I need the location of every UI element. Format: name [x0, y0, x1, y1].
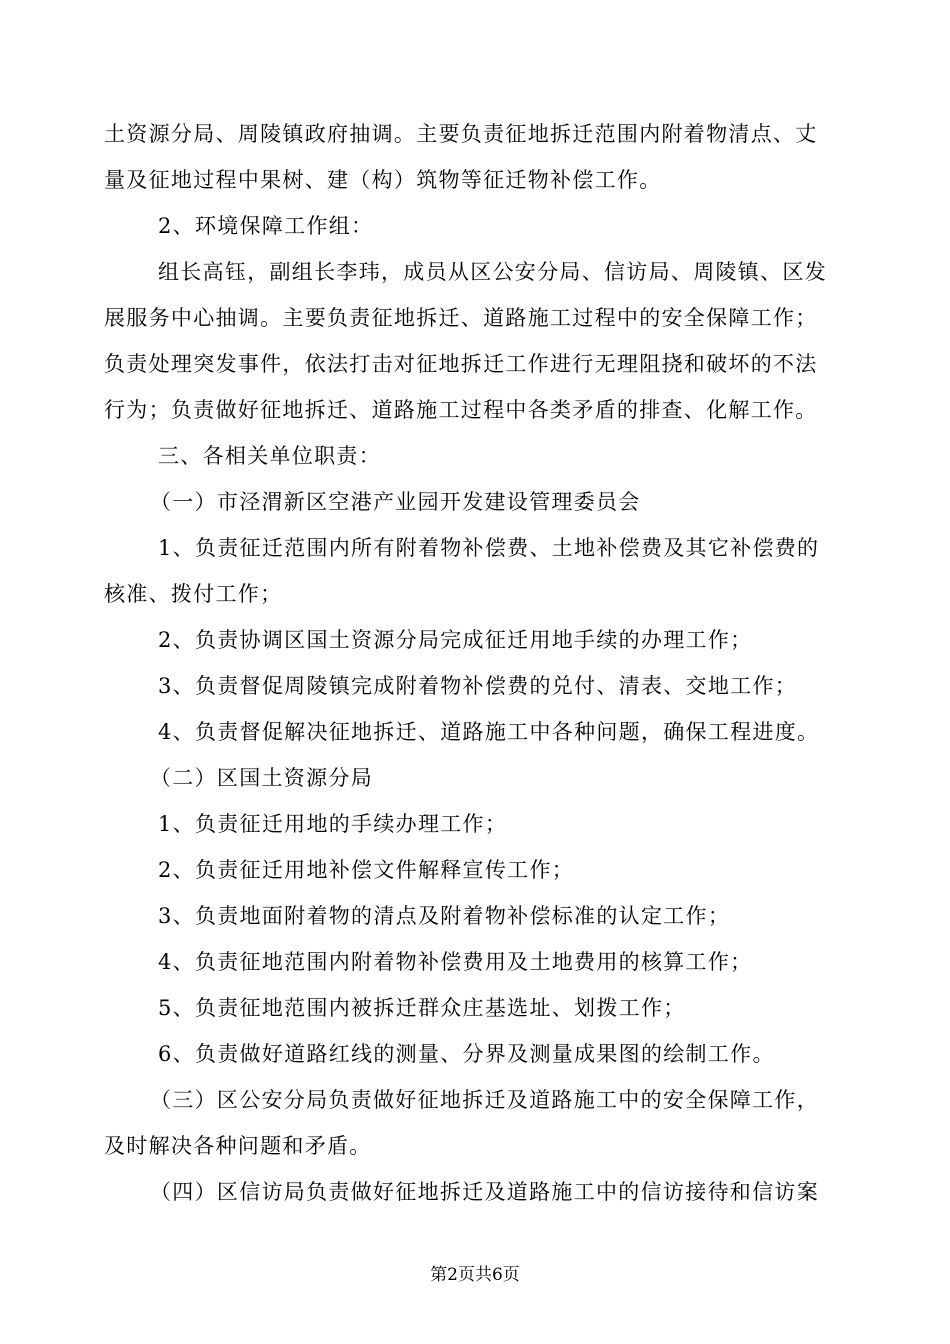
- text-line: 2、负责协调区国土资源分局完成征迁用地手续的办理工作；: [158, 628, 753, 652]
- text-line: 3、负责地面附着物的清点及附着物补偿标准的认定工作；: [158, 904, 731, 928]
- text-line: 4、负责征地范围内附着物补偿费用及土地费用的核算工作；: [158, 950, 753, 974]
- section-heading: 三、各相关单位职责：: [158, 444, 381, 468]
- text-line: 5、负责征地范围内被拆迁群众庄基选址、划拨工作；: [158, 996, 686, 1020]
- text-line: 1、负责征迁用地的手续办理工作；: [158, 812, 508, 836]
- text-line: 4、负责督促解决征地拆迁、道路施工中各种问题，确保工程进度。: [158, 720, 820, 744]
- text-line: 及时解决各种问题和矛盾。: [104, 1134, 372, 1158]
- subsection-heading: （三）区公安分局负责做好征地拆迁及道路施工中的安全保障工作，: [150, 1088, 819, 1112]
- text-line: 展服务中心抽调。主要负责征地拆迁、道路施工过程中的安全保障工作；: [104, 306, 818, 330]
- text-line: 2、环境保障工作组：: [158, 214, 374, 238]
- text-line: 负责处理突发事件，依法打击对征地拆迁工作进行无理阻挠和破坏的不法: [104, 352, 818, 376]
- page-number: 第2页共6页: [430, 1265, 520, 1285]
- text-line: 核准、拨付工作；: [104, 582, 283, 606]
- text-line: 行为；负责做好征地拆迁、道路施工过程中各类矛盾的排查、化解工作。: [104, 398, 818, 422]
- subsection-heading: （一）市泾渭新区空港产业园开发建设管理委员会: [150, 490, 641, 514]
- text-line: 6、负责做好道路红线的测量、分界及测量成果图的绘制工作。: [158, 1042, 775, 1066]
- subsection-heading: （四）区信访局负责做好征地拆迁及道路施工中的信访接待和信访案: [150, 1180, 819, 1204]
- text-line: 3、负责督促周陵镇完成附着物补偿费的兑付、清表、交地工作；: [158, 674, 798, 698]
- text-line: 1、负责征迁范围内所有附着物补偿费、土地补偿费及其它补偿费的: [158, 536, 820, 560]
- text-line: 量及征地过程中果树、建（构）筑物等征迁物补偿工作。: [104, 168, 662, 192]
- text-line: 土资源分局、周陵镇政府抽调。主要负责征地拆迁范围内附着物清点、丈: [104, 122, 818, 146]
- text-line: 2、负责征迁用地补偿文件解释宣传工作；: [158, 858, 575, 882]
- text-line: 组长高钰，副组长李玮，成员从区公安分局、信访局、周陵镇、区发: [158, 260, 827, 284]
- subsection-heading: （二）区国土资源分局: [150, 766, 373, 790]
